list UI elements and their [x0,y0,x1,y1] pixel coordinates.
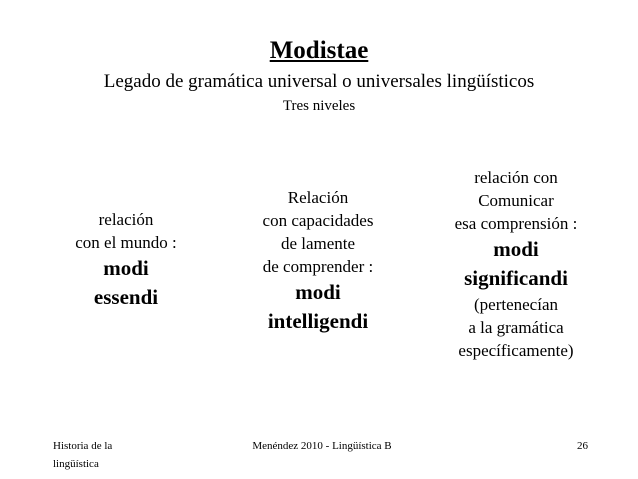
column-term: significandi [464,266,568,290]
footer-course-line: lingüística [53,458,99,470]
column-term: modi [493,237,539,261]
slide-subtitle: Legado de gramática universal o universales lingüísticos [103,71,535,92]
column-term: essendi [93,285,159,309]
column-text-line: de lamente [280,234,356,253]
levels-label: Tres niveles [282,98,356,114]
column-text-line: específicamente) [458,341,574,360]
column-modi-essendi [48,208,204,312]
slide-title: Modistae [269,37,369,64]
column-text-line: relación [98,210,154,229]
footer-author: Menéndez 2010 - Lingüística B [252,440,392,452]
column-text-line: relación con [474,168,558,187]
column-text-line: (pertenecían [474,295,558,314]
column-text-line: a la gramática [468,318,564,337]
footer-course-line: Historia de la [53,440,113,452]
column-text-line: con el mundo : [75,233,177,252]
column-text-line: Comunicar [478,191,554,210]
column-text-line: con capacidades [262,211,374,230]
column-term: intelligendi [267,309,369,333]
column-term: modi [103,256,149,280]
footer-course [53,437,173,473]
column-text-line: esa comprensión : [454,214,578,233]
column-modi-intelligendi [230,186,406,336]
column-term: modi [295,280,341,304]
page-number: 26 [577,440,588,452]
column-text-line: Relación [287,188,349,207]
column-text-line: de comprender : [262,257,374,276]
column-modi-significandi [432,166,600,362]
